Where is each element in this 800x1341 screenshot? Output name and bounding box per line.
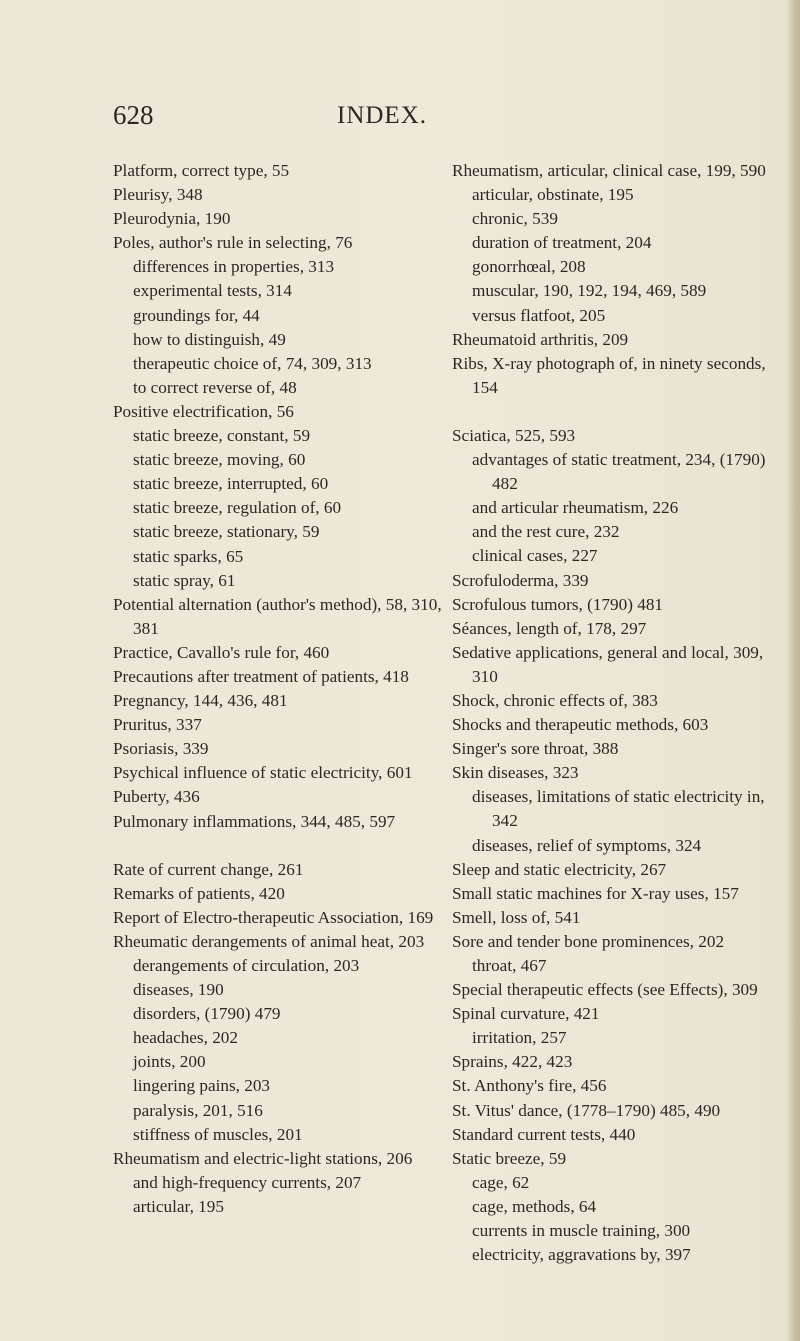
- index-entry: Rheumatism and electric-light stations, 206: [113, 1148, 413, 1168]
- index-entry: Special therapeutic effects (see Effects), 309: [452, 980, 758, 1000]
- index-entry: Static breeze, 59: [452, 1148, 567, 1168]
- index-entry: Shocks and therapeutic methods, 603: [452, 715, 709, 735]
- index-subentry: diseases, limitations of static electricity in, 342: [472, 787, 765, 831]
- index-entry: Sleep and static electricity, 267: [452, 859, 667, 879]
- index-subentry: diseases, 190: [133, 980, 224, 1000]
- index-subentry: and the rest cure, 232: [472, 522, 620, 542]
- index-entry: Potential alternation (author's method), 58, 310, 381: [113, 594, 442, 638]
- index-subentry: groundings for, 44: [133, 305, 260, 325]
- index-entry: Precautions after treatment of patients, 418: [113, 666, 409, 686]
- index-subentry: lingering pains, 203: [133, 1076, 271, 1096]
- index-subentry: throat, 467: [472, 956, 547, 975]
- index-entry: Sprains, 422, 423: [452, 1052, 573, 1072]
- index-entry: Rate of current change, 261: [113, 859, 304, 879]
- index-entry: Remarks of patients, 420: [113, 883, 285, 903]
- index-entry: Scrofulous tumors, (1790) 481: [452, 594, 664, 614]
- index-entry: Ribs, X-ray photograph of, in ninety seconds, 154: [452, 353, 766, 397]
- index-subentry: therapeutic choice of, 74, 309, 313: [133, 353, 372, 373]
- section-gap: [452, 400, 787, 424]
- index-entry: Sciatica, 525, 593: [452, 425, 576, 445]
- index-entry: Sedative applications, general and local, 309, 310: [452, 642, 764, 686]
- index-entry: Positive electrification, 56: [113, 401, 294, 421]
- index-entry: Psychical influence of static electricity, 601: [113, 763, 413, 783]
- index-entry: St. Anthony's fire, 456: [452, 1076, 607, 1096]
- index-subentry: static sparks, 65: [133, 546, 244, 566]
- index-subentry: static breeze, regulation of, 60: [133, 498, 342, 518]
- index-subentry: static spray, 61: [133, 570, 236, 590]
- index-entry: Pruritus, 337: [113, 715, 202, 735]
- index-entry: Rheumatism, articular, clinical case, 199, 590: [452, 161, 766, 180]
- index-subentry: and articular rheumatism, 226: [472, 498, 679, 518]
- index-subentry: to correct reverse of, 48: [133, 377, 297, 397]
- section-gap: [113, 834, 443, 858]
- index-subentry: cage, methods, 64: [472, 1196, 597, 1216]
- index-entry: Puberty, 436: [113, 787, 200, 807]
- index-subentry: versus flatfoot, 205: [472, 305, 606, 325]
- index-entry: Shock, chronic effects of, 383: [452, 690, 658, 710]
- index-subentry: gonorrhœal, 208: [472, 257, 586, 277]
- index-entry: Skin diseases, 323: [452, 763, 579, 783]
- index-subentry: irritation, 257: [472, 1028, 567, 1048]
- index-subentry: muscular, 190, 192, 194, 469, 589: [472, 281, 707, 301]
- index-subentry: articular, 195: [133, 1196, 224, 1216]
- index-subentry: derangements of circulation, 203: [133, 956, 360, 975]
- index-entry: Pulmonary inflammations, 344, 485, 597: [113, 811, 396, 831]
- index-column-left: [113, 159, 443, 1219]
- index-subentry: experimental tests, 314: [133, 281, 292, 301]
- index-entry: Pleurisy, 348: [113, 185, 203, 205]
- index-entry: Spinal curvature, 421: [452, 1004, 600, 1024]
- index-subentry: paralysis, 201, 516: [133, 1100, 263, 1120]
- running-head: INDEX.: [337, 102, 428, 129]
- index-subentry: headaches, 202: [133, 1028, 238, 1048]
- index-subentry: cage, 62: [472, 1172, 530, 1192]
- index-subentry: static breeze, moving, 60: [133, 450, 306, 470]
- index-entry: Séances, length of, 178, 297: [452, 618, 647, 638]
- index-entry: Sore and tender bone prominences, 202: [452, 931, 725, 951]
- index-entry: Rheumatoid arthritis, 209: [452, 329, 629, 349]
- index-subentry: articular, obstinate, 195: [472, 185, 634, 205]
- index-entry: Practice, Cavallo's rule for, 460: [113, 642, 330, 662]
- index-subentry: diseases, relief of symptoms, 324: [472, 835, 702, 855]
- index-entry: Poles, author's rule in selecting, 76: [113, 233, 353, 253]
- index-entry: Singer's sore throat, 388: [452, 739, 619, 759]
- index-subentry: disorders, (1790) 479: [133, 1004, 281, 1024]
- index-entry: Smell, loss of, 541: [452, 907, 581, 927]
- index-subentry: and high-frequency currents, 207: [133, 1172, 362, 1192]
- index-subentry: joints, 200: [133, 1052, 206, 1072]
- page-number: 628: [113, 100, 154, 130]
- index-subentry: chronic, 539: [472, 209, 558, 229]
- index-entry: Rheumatic derangements of animal heat, 203: [113, 931, 425, 951]
- index-entry: Pregnancy, 144, 436, 481: [113, 691, 288, 711]
- index-entry: Scrofuloderma, 339: [452, 570, 589, 590]
- index-subentry: how to distinguish, 49: [133, 329, 286, 349]
- index-entry: Pleurodynia, 190: [113, 209, 231, 229]
- index-subentry: clinical cases, 227: [472, 546, 598, 566]
- index-entry: Psoriasis, 339: [113, 739, 209, 759]
- index-subentry: static breeze, constant, 59: [133, 426, 311, 446]
- index-entry: St. Vitus' dance, (1778–1790) 485, 490: [452, 1100, 721, 1120]
- index-column-right: [452, 159, 787, 1267]
- page-edge-shadow: [786, 0, 800, 1341]
- index-subentry: currents in muscle training, 300: [472, 1221, 691, 1241]
- index-subentry: advantages of static treatment, 234, (1790) 482: [472, 450, 766, 494]
- index-entry: Small static machines for X-ray uses, 157: [452, 883, 739, 903]
- index-subentry: electricity, aggravations by, 397: [472, 1245, 691, 1265]
- page-header: [0, 100, 800, 140]
- index-subentry: stiffness of muscles, 201: [133, 1124, 303, 1144]
- index-subentry: static breeze, interrupted, 60: [133, 474, 329, 494]
- index-subentry: differences in properties, 313: [133, 257, 335, 277]
- index-subentry: duration of treatment, 204: [472, 233, 652, 253]
- index-entry: Platform, correct type, 55: [113, 161, 290, 180]
- index-entry: Standard current tests, 440: [452, 1124, 636, 1144]
- index-entry: Report of Electro-therapeutic Association, 169: [113, 907, 434, 927]
- index-subentry: static breeze, stationary, 59: [133, 522, 320, 542]
